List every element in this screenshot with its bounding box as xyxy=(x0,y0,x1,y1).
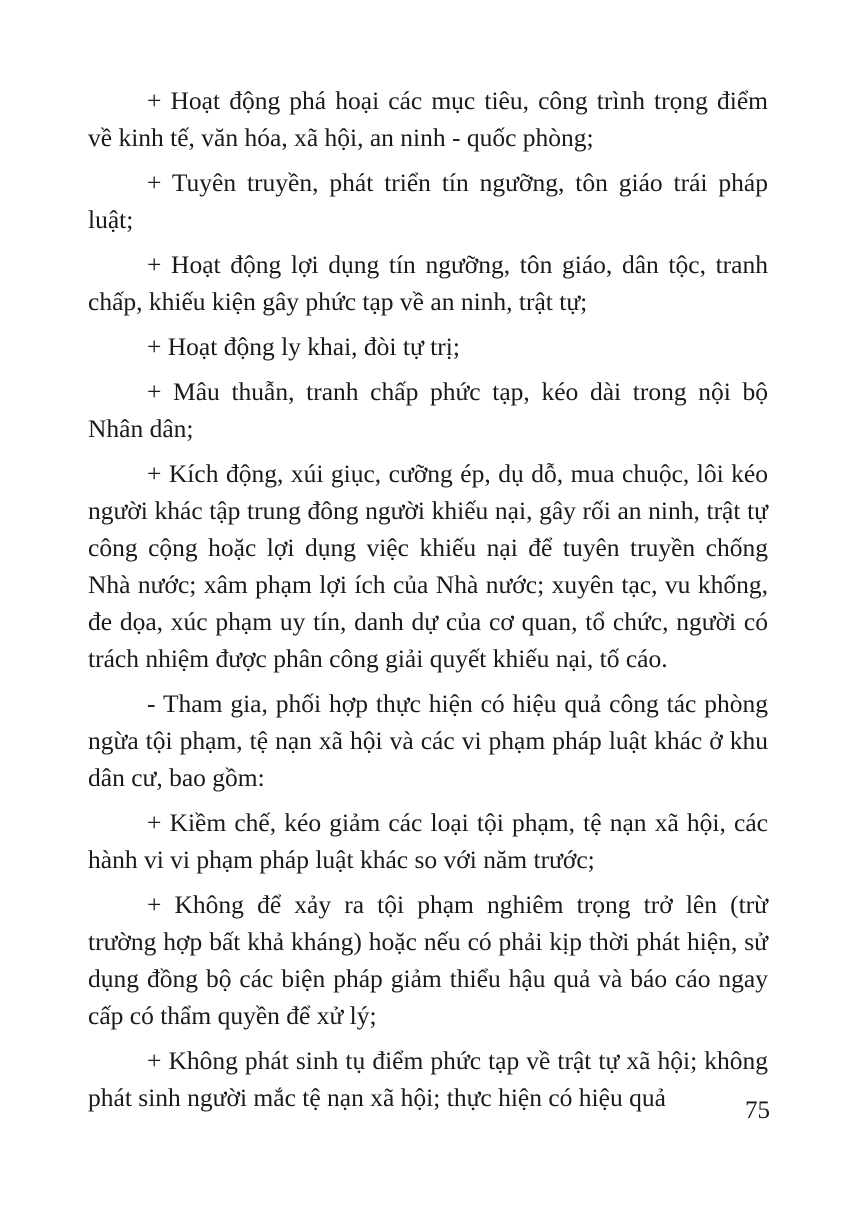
paragraph-internal-disputes: + Mâu thuẫn, tranh chấp phức tạp, kéo dài trong nội bộ Nhân dân; xyxy=(88,377,768,443)
paragraph-reduce-crime: + Kiềm chế, kéo giảm các loại tội phạm, tệ nạn xã hội, các hành vi vi phạm pháp luật khác so với năm trước; xyxy=(88,808,768,874)
body-text xyxy=(88,82,768,1124)
paragraph-propaganda: + Tuyên truyền, phát triển tín ngưỡng, tôn giáo trái pháp luật; xyxy=(88,168,768,234)
page-number: 75 xyxy=(745,1097,770,1124)
paragraph-serious-crime: + Không để xảy ra tội phạm nghiêm trọng trở lên (trừ trường hợp bất khả kháng) hoặc nếu có phải kịp thời phát hiện, sử dụng đồng bộ các biện pháp giảm thiểu hậu quả và báo cáo ngay cấp có thẩm quyền để xử lý; xyxy=(88,890,768,1030)
paragraph-crime-prevention: - Tham gia, phối hợp thực hiện có hiệu quả công tác phòng ngừa tội phạm, tệ nạn xã hội và các vi phạm pháp luật khác ở khu dân cư, bao gồm: xyxy=(88,689,768,792)
paragraph-incitement: + Kích động, xúi giục, cưỡng ép, dụ dỗ, mua chuộc, lôi kéo người khác tập trung đông người khiếu nại, gây rối an ninh, trật tự công cộng hoặc lợi dụng việc khiếu nại để tuyên truyền chống Nhà nước; xâm phạm lợi ích của Nhà nước; xuyên tạc, vu khống, đe dọa, xúc phạm uy tín, danh dự của cơ quan, tổ chức, người có trách nhiệm được phân công giải quyết khiếu nại, tố cáo. xyxy=(88,459,768,673)
paragraph-religion-exploitation: + Hoạt động lợi dụng tín ngưỡng, tôn giáo, dân tộc, tranh chấp, khiếu kiện gây phức tạp về an ninh, trật tự; xyxy=(88,250,768,316)
paragraph-separatism: + Hoạt động ly khai, đòi tự trị; xyxy=(147,332,460,361)
paragraph-no-hotspots: + Không phát sinh tụ điểm phức tạp về trật tự xã hội; không phát sinh người mắc tệ nạn xã hội; thực hiện có hiệu quả xyxy=(88,1046,768,1112)
paragraph-sabotage: + Hoạt động phá hoại các mục tiêu, công trình trọng điểm về kinh tế, văn hóa, xã hội, an ninh - quốc phòng; xyxy=(88,86,768,152)
